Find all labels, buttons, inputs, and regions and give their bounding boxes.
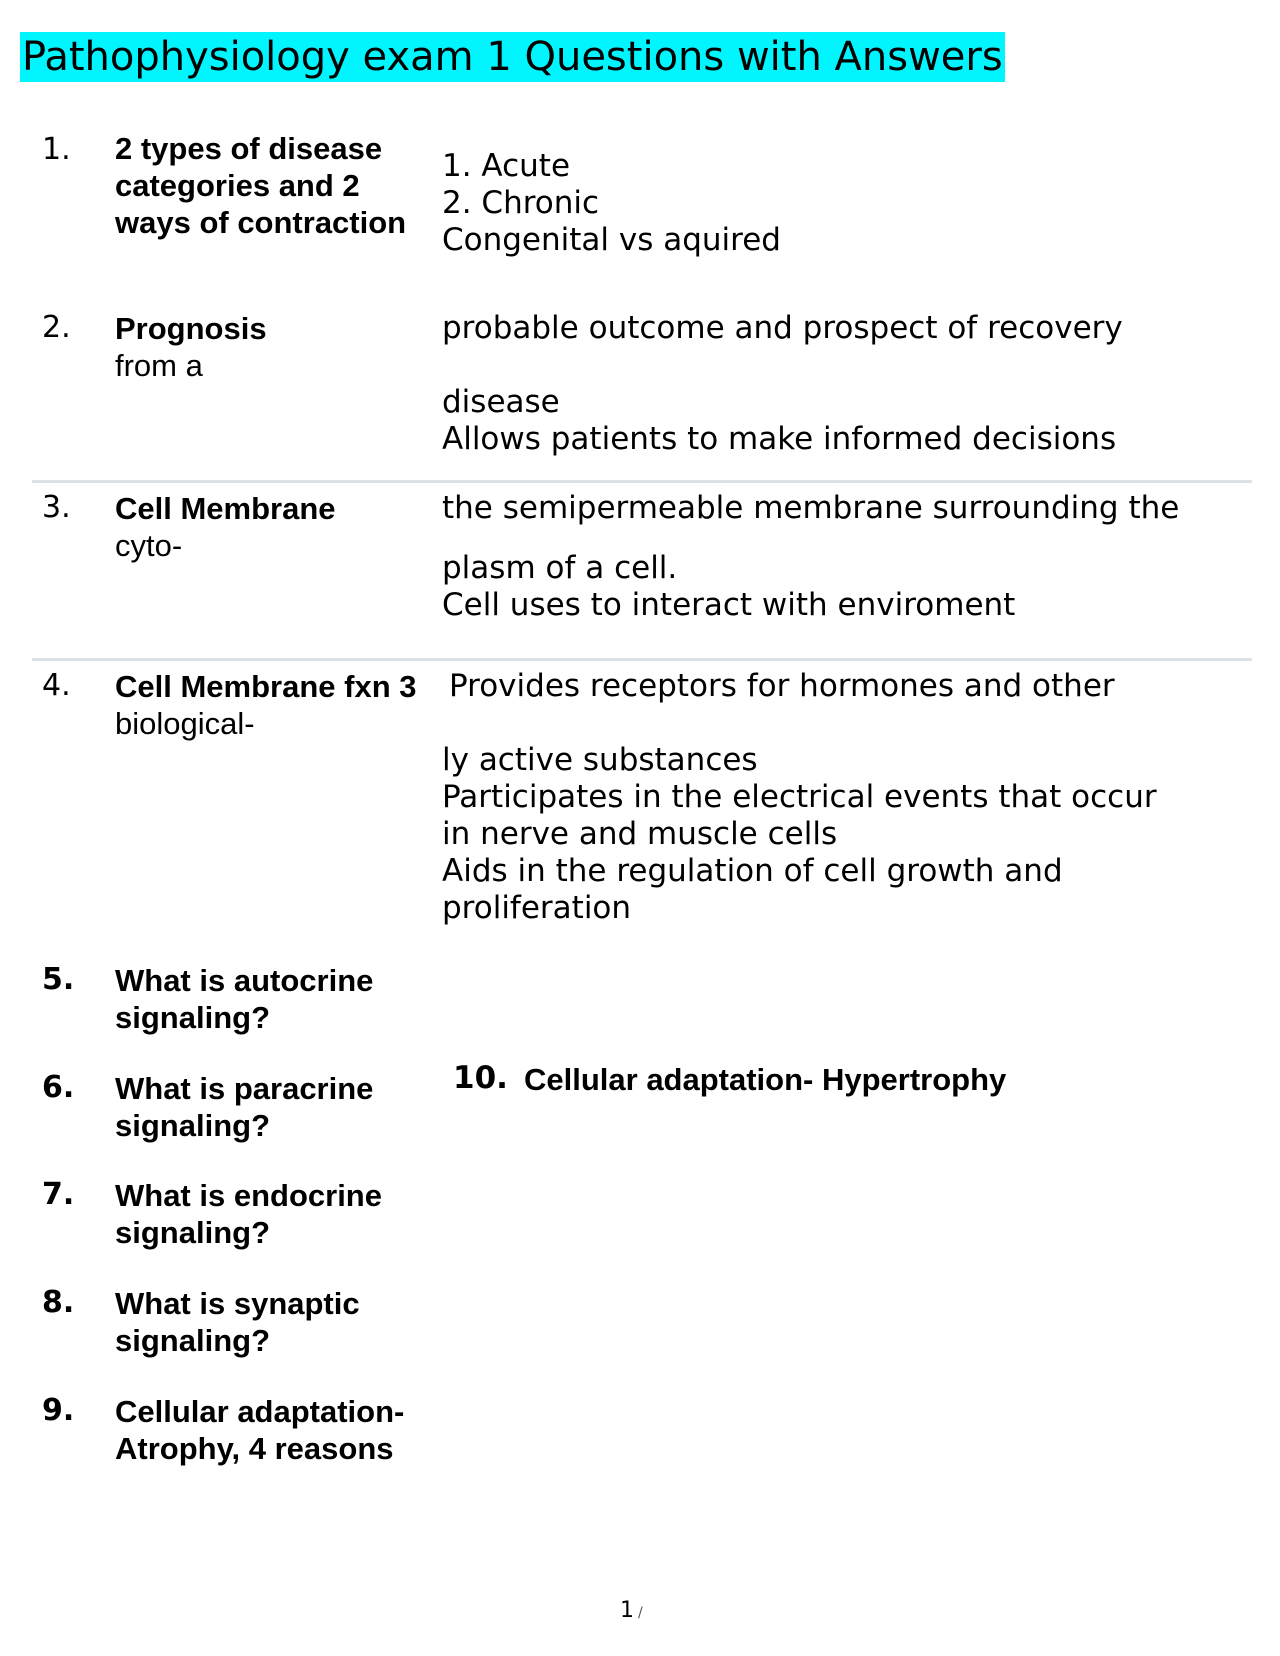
item-2-number: 2. bbox=[42, 310, 71, 345]
item-4-number: 4. bbox=[42, 668, 71, 703]
item-4-answer-line: Participates in the electrical events that occur bbox=[442, 779, 1157, 815]
item-1-answer-line: 2. Chronic bbox=[442, 185, 600, 221]
page-footer bbox=[620, 1598, 643, 1623]
item-3-answer bbox=[442, 490, 1262, 624]
item-10-question: Cellular adaptation- Hypertrophy bbox=[524, 1062, 1007, 1097]
item-2-answer-line: Allows patients to make informed decisions bbox=[442, 421, 1117, 457]
page-separator: / bbox=[638, 1605, 643, 1621]
item-6-question-bold: What is paracrine signaling? bbox=[115, 1071, 374, 1143]
item-1-question bbox=[115, 130, 420, 241]
item-1-question-bold: 2 types of disease categories and 2 ways of contraction bbox=[115, 131, 407, 240]
item-2-answer-first: probable outcome and prospect of recovery bbox=[442, 310, 1123, 346]
item-1-number: 1. bbox=[42, 132, 71, 167]
item-4-question-bold: Cell Membrane fxn 3 bbox=[115, 669, 417, 704]
item-9-number: 9. bbox=[42, 1393, 75, 1428]
item-6-question bbox=[115, 1070, 420, 1144]
item-8-question bbox=[115, 1285, 420, 1359]
item-8-number: 8. bbox=[42, 1285, 75, 1320]
item-4-answer bbox=[442, 742, 1262, 927]
item-1-answer-line: Congenital vs aquired bbox=[442, 222, 781, 258]
item-7-number: 7. bbox=[42, 1177, 75, 1212]
item-1-answer-line: 1. Acute bbox=[442, 148, 571, 184]
item-4-question bbox=[115, 668, 445, 742]
item-3-answer-first: the semipermeable membrane surrounding the bbox=[442, 490, 1180, 526]
item-3-answer-line: Cell uses to interact with enviroment bbox=[442, 587, 1016, 623]
row-divider bbox=[32, 658, 1252, 661]
item-4-answer-line: ly active substances bbox=[442, 742, 758, 778]
row-divider bbox=[32, 480, 1252, 483]
item-4-question-rest: biological- bbox=[115, 706, 255, 741]
item-9-question bbox=[115, 1393, 425, 1467]
item-3-number: 3. bbox=[42, 490, 71, 525]
item-4-answer-line: Aids in the regulation of cell growth and bbox=[442, 853, 1063, 889]
item-3-question-bold: Cell Membrane bbox=[115, 491, 336, 526]
item-6-number: 6. bbox=[42, 1070, 75, 1105]
item-8-question-bold: What is synaptic signaling? bbox=[115, 1286, 360, 1358]
document-title: Pathophysiology exam 1 Questions with Answers bbox=[22, 34, 1003, 80]
item-2-answer-line: disease bbox=[442, 384, 560, 420]
item-7-question-bold: What is endocrine signaling? bbox=[115, 1178, 382, 1250]
page-number: 1 bbox=[620, 1598, 634, 1623]
item-3-answer-line: plasm of a cell. bbox=[442, 550, 678, 586]
item-10-number: 10. bbox=[453, 1060, 508, 1096]
item-4-answer-first bbox=[449, 668, 1269, 705]
item-2-question-rest: from a bbox=[115, 348, 203, 383]
item-4-answer-line: proliferation bbox=[442, 890, 632, 926]
item-2-question bbox=[115, 310, 420, 384]
item-5-number: 5. bbox=[42, 962, 75, 997]
item-5-question-bold: What is autocrine signaling? bbox=[115, 963, 374, 1035]
item-7-question bbox=[115, 1177, 420, 1251]
item-3-question-rest: cyto- bbox=[115, 528, 183, 563]
item-1-answer bbox=[442, 148, 1262, 259]
item-5-question bbox=[115, 962, 420, 1036]
item-3-question bbox=[115, 490, 420, 564]
item-9-question-bold: Cellular adaptation- Atrophy, 4 reasons bbox=[115, 1394, 405, 1466]
item-4-answer-line: in nerve and muscle cells bbox=[442, 816, 838, 852]
item-2-answer bbox=[442, 310, 1262, 458]
item-4-answer-first-text: Provides receptors for hormones and other bbox=[449, 668, 1115, 704]
item-2-question-bold: Prognosis bbox=[115, 311, 267, 346]
